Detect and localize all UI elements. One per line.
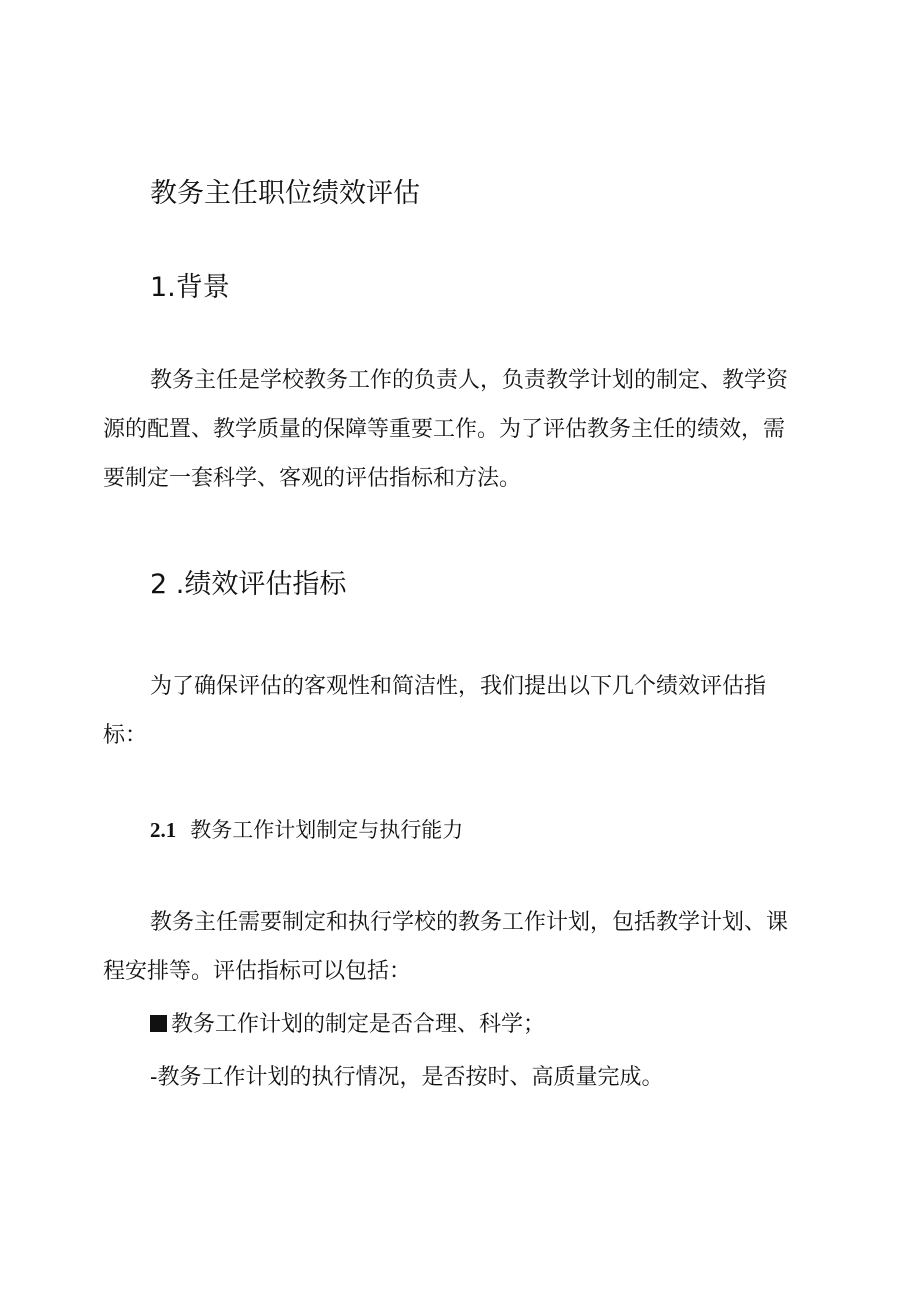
subsection-heading-plan [150,818,463,843]
section-heading-background: 1.背景 [150,272,230,303]
list-item [150,1065,663,1091]
document-title: 教务主任职位绩效评估 [150,178,420,209]
dash-bullet: - [150,1065,158,1090]
plan-paragraph: 教务主任需要制定和执行学校的教务工作计划，包括教学计划、课程安排等。评估指标可以包括： [103,910,789,984]
list-item-text: 教务工作计划的制定是否合理、科学； [171,1012,546,1037]
background-paragraph: 教务主任是学校教务工作的负责人，负责教学计划的制定、教学资源的配置、教学质量的保障等重要工作。为了评估教务主任的绩效，需要制定一套科学、客观的评估指标和方法。 [103,368,789,491]
section-heading-metrics: 2 .绩效评估指标 [150,569,347,600]
list-item [150,1012,545,1038]
square-bullet-icon [150,1015,167,1032]
metrics-intro-paragraph: 为了确保评估的客观性和简洁性，我们提出以下几个绩效评估指标： [103,674,767,748]
subsection-title: 教务工作计划制定与执行能力 [190,818,464,842]
subsection-number: 2.1 [150,818,177,842]
list-item-text: 教务工作计划的执行情况，是否按时、高质量完成。 [157,1065,664,1090]
